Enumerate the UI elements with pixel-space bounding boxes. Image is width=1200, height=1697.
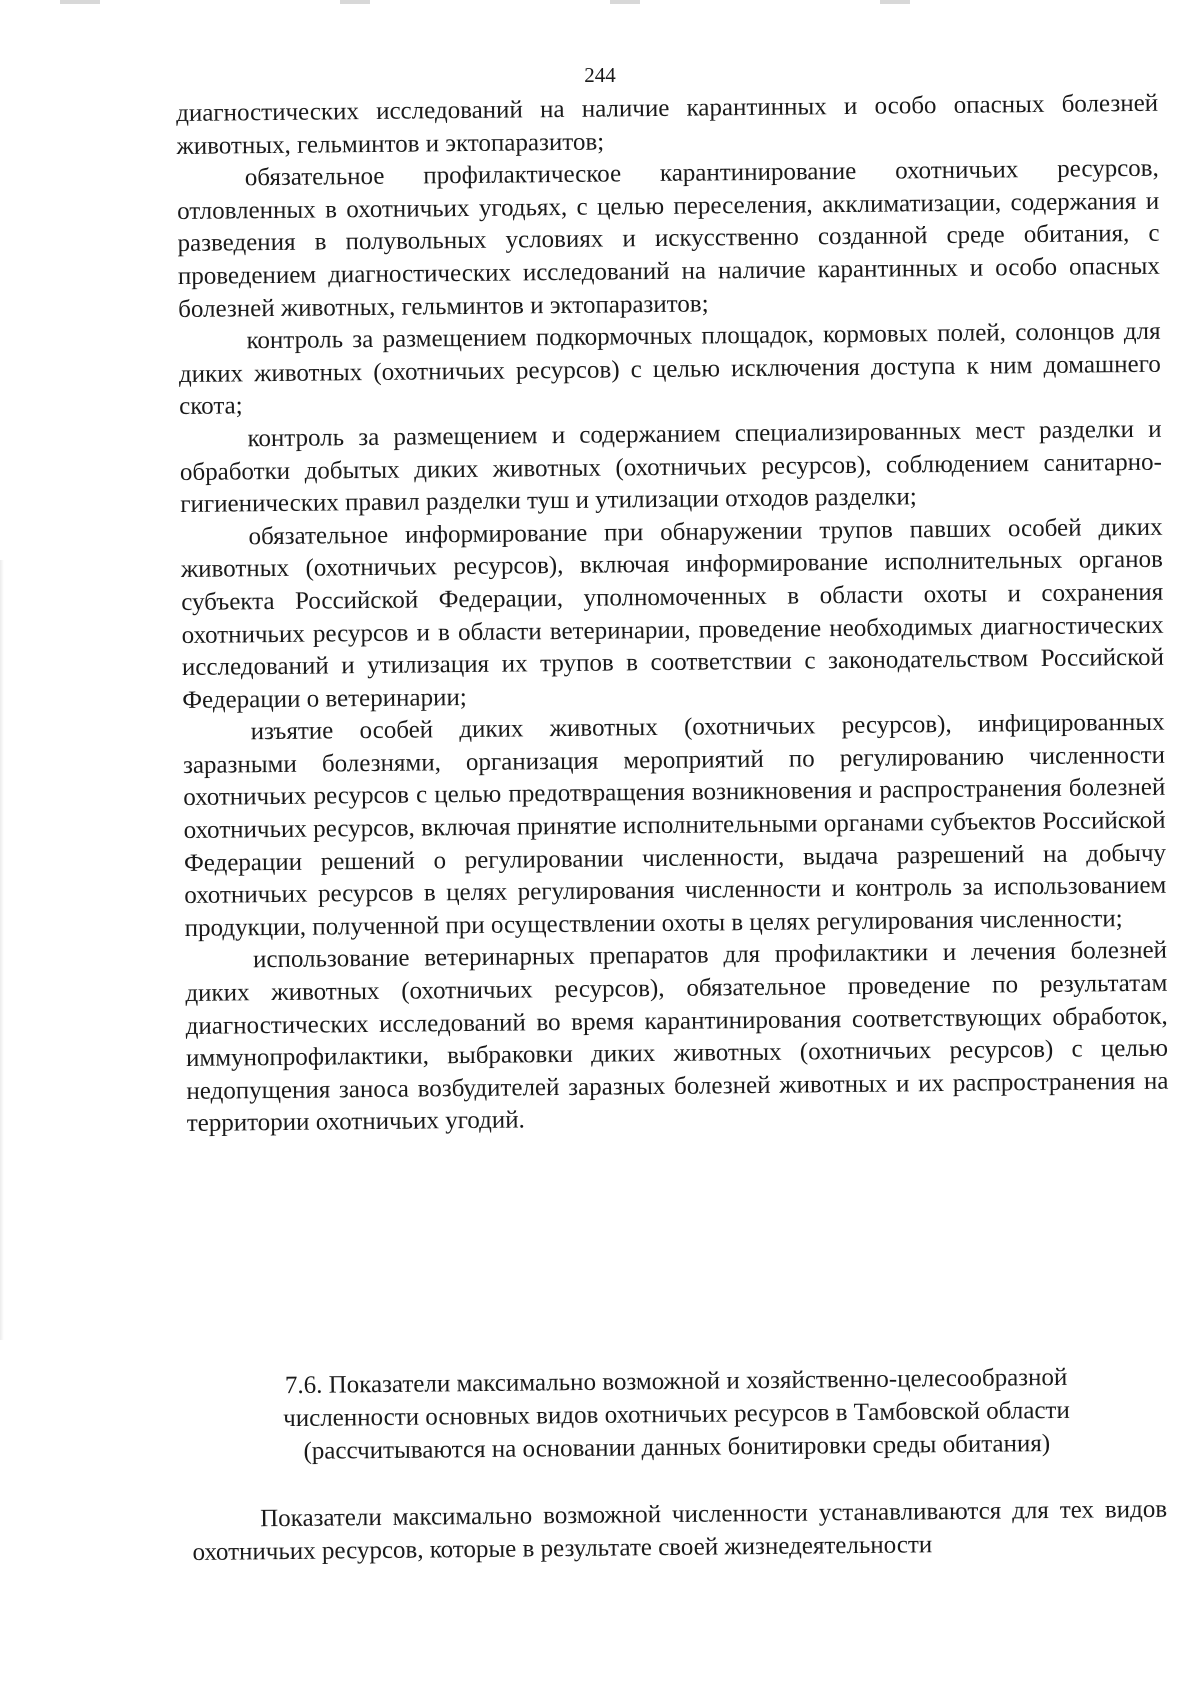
body-text — [176, 88, 1169, 1141]
paragraph: контроль за размещением и содержанием специализированных мест разделки и обработки добытых диких животных (охотничьих ресурсов), соблюдением санитарно-гигиенических правил разделки туш и утилизации отходов разделки; — [179, 415, 1163, 519]
scan-artifact — [610, 0, 640, 4]
paragraph: обязательное профилактическое карантинирование охотничьих ресурсов, отловленных в охотничьих угодьях, с целью переселения, акклиматизации, содержания и разведения в полувольных условиях и искусственно созданной среде обитания, с проведением диагностических исследований на наличие карантинных и особо опасных болезней животных, гельминтов и эктопаразитов; — [177, 154, 1160, 323]
paragraph: использование ветеринарных препаратов для профилактики и лечения болезней диких животных (охотничьих ресурсов), обязательное проведение по результатам диагностических исследований во время карантинирования соответствующих обработок, иммунопрофилактики, выбраковки диких животных (охотничьих ресурсов) с целью недопущения заноса возбудителей заразных болезней животных и их распространения на территории охотничьих угодий. — [185, 937, 1169, 1138]
paragraph: обязательное информирование при обнаружении трупов павших особей диких животных (охотничьих ресурсов), включая информирование исполнительных органов субъекта Российской Федерации, уполномоченных в области охоты и сохранения охотничьих ресурсов и в области ветеринарии, проведение необходимых диагностических исследований и утилизация их трупов в соответствии с законодательством Российской Федерации о ветеринарии; — [180, 513, 1165, 714]
scan-artifact — [880, 0, 910, 4]
section-heading-line: 7.6. Показатели максимально возможной и хозяйственно-целесообразной — [284, 1363, 1068, 1400]
page-number: 244 — [584, 63, 616, 87]
paragraph: Показатели максимально возможной численности устанавливаются для тех видов охотничьих ресурсов, которые в результате своей жизнедеятельности — [192, 1495, 1168, 1566]
section-intro — [192, 1493, 1168, 1569]
paragraph: изъятие особей диких животных (охотничьих ресурсов), инфицированных заразными болезнями, организация мероприятий по регулированию численности охотничьих ресурсов с целью предотвращения возникновения и распространения болезней охотничьих ресурсов, включая принятие исполнительными органами субъектов Российской Федерации решений о регулировании численности, выдача разрешений на добычу охотничьих ресурсов в целях регулирования численности и контроль за использованием продукции, полученной при осуществлении охоты в целях регулирования численности; — [182, 708, 1167, 942]
section-heading-line: (рассчитываются на основании данных бонитировки среды обитания) — [303, 1430, 1051, 1465]
scan-artifact — [60, 0, 100, 4]
section-heading — [196, 1360, 1157, 1469]
paragraph: контроль за размещением подкормочных площадок, кормовых полей, солонцов для диких животных (охотничьих ресурсов) с целью исключения доступа к ним домашнего скота; — [178, 317, 1161, 421]
scan-artifact — [340, 0, 370, 4]
section-heading-line: численности основных видов охотничьих ресурсов в Тамбовской области — [283, 1396, 1070, 1433]
scan-edge-shadow — [0, 560, 4, 1340]
paragraph: диагностических исследований на наличие карантинных и особо опасных болезней животных, гельминтов и эктопаразитов; — [176, 89, 1159, 160]
